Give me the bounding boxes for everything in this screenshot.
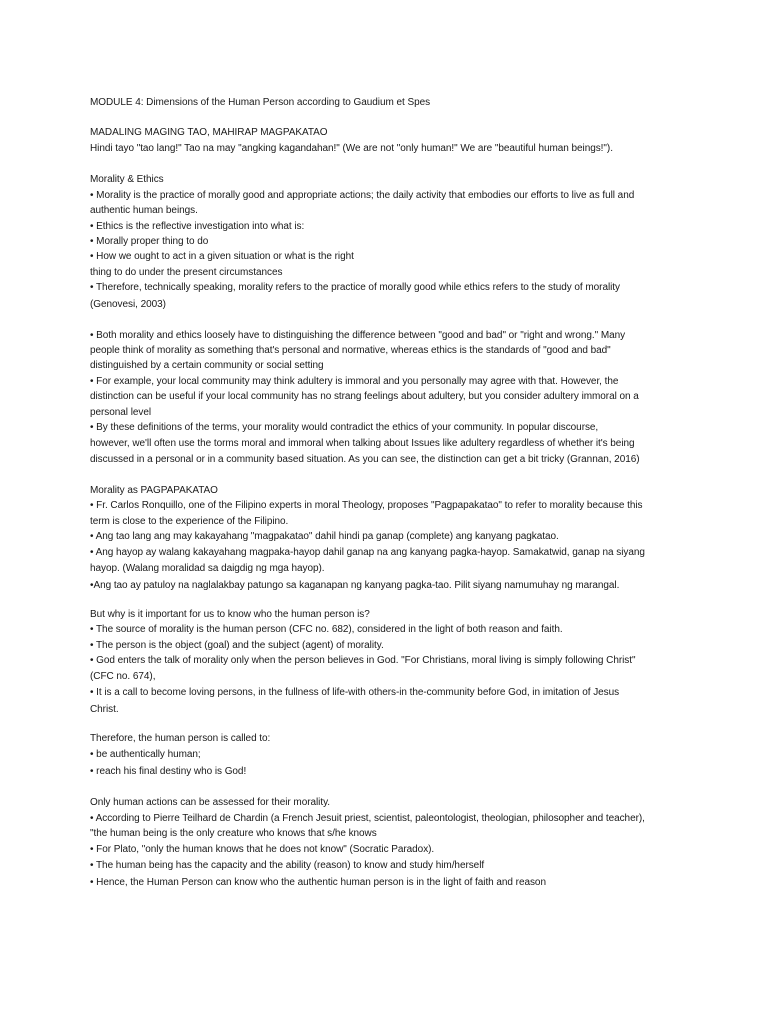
bullet-line: • Ang tao lang ang may kakayahang "magpakatao" dahil hindi pa ganap (complete) ang kanyang pagkatao. bbox=[90, 531, 559, 543]
bullet-line: (Genovesi, 2003) bbox=[90, 298, 166, 310]
bullet-line: however, we'll often use the torms moral and immoral when talking about Issues like adultery regardless of whether it's being bbox=[90, 437, 635, 449]
bullet-line: • The human being has the capacity and the ability (reason) to know and study him/herself bbox=[90, 860, 485, 871]
bullet-line: • By these definitions of the terms, your morality would contradict the ethics of your community. In popular discourse, bbox=[90, 422, 599, 434]
bullet-line: • For example, your local community may think adultery is immoral and you personally may agree with that. However, the bbox=[90, 375, 619, 387]
bullet-line: term is close to the experience of the Filipino. bbox=[90, 515, 289, 527]
bullet-line: personal level bbox=[90, 406, 152, 418]
bullet-line: "the human being is the only creature who knows that s/he knows bbox=[90, 828, 377, 840]
section-called-to bbox=[90, 731, 690, 780]
bullet-line: • How we ought to act in a given situation or what is the right bbox=[90, 251, 354, 263]
section-heading: Morality as PAGPAPAKATAO bbox=[90, 484, 218, 496]
bullet-line: • Ethics is the reflective investigation into what is: bbox=[90, 220, 305, 232]
bullet-line: • Fr. Carlos Ronquillo, one of the Filipino experts in moral Theology, proposes "Pagpapakatao" to refer to morality because this bbox=[90, 500, 643, 512]
bullet-line: • Hence, the Human Person can know who the authentic human person is in the light of faith and reason bbox=[90, 877, 546, 888]
bullet-line: • The source of morality is the human person (CFC no. 682), considered in the light of both reason and faith. bbox=[90, 624, 563, 636]
bullet-line: • God enters the talk of morality only when the person believes in God. "For Christians, moral living is simply following Christ" bbox=[90, 655, 636, 667]
section-heading: Morality & Ethics bbox=[90, 174, 164, 186]
bullet-line: thing to do under the present circumstances bbox=[90, 266, 283, 278]
bullet-line: hayop. (Walang moralidad sa daigdig ng mga hayop). bbox=[90, 562, 325, 574]
bullet-line: • It is a call to become loving persons, in the fullness of life-with others-in the-community before God, in imitation of Jesus bbox=[90, 686, 620, 698]
bullet-line: • The person is the object (goal) and the subject (agent) of morality. bbox=[90, 639, 384, 651]
document-page bbox=[90, 95, 690, 891]
bullet-line: • reach his final destiny who is God! bbox=[90, 766, 247, 778]
section-human-actions bbox=[90, 795, 690, 891]
bullet-line: • For Plato, "only the human knows that he does not know" (Socratic Paradox). bbox=[90, 843, 435, 855]
section-heading: Therefore, the human person is called to: bbox=[90, 732, 271, 744]
section-good-and-bad bbox=[90, 328, 690, 468]
bullet-line: discussed in a personal or in a community based situation. As you can see, the distinction can get a bit tricky (Grannan, 2016) bbox=[90, 453, 640, 465]
bullet-line: distinguished by a certain community or social setting bbox=[90, 360, 324, 372]
bullet-line: •Ang tao ay patuloy na naglalakbay patungo sa kaganapan ng kanyang pagka-tao. Pilit siyang namumuhay ng marangal. bbox=[90, 579, 620, 591]
bullet-line: • Morally proper thing to do bbox=[90, 236, 209, 248]
bullet-line: • Both morality and ethics loosely have to distinguishing the difference between "good and bad" or "right and wrong." Many bbox=[90, 329, 626, 341]
bullet-line: • Morality is the practice of morally good and appropriate actions; the daily activity that embodies our efforts to live as full and bbox=[90, 189, 635, 201]
section-heading: MADALING MAGING TAO, MAHIRAP MAGPAKATAO bbox=[90, 127, 328, 138]
bullet-line: • Ang hayop ay walang kakayahang magpaka-hayop dahil ganap na ang kanyang pagka-hayop. Samakatwid, ganap na siyang bbox=[90, 546, 645, 558]
section-pagpapakatao bbox=[90, 483, 690, 594]
bullet-line: • be authentically human; bbox=[90, 749, 201, 761]
bullet-line: • Therefore, technically speaking, morality refers to the practice of morally good while ethics refers to the study of morality bbox=[90, 282, 620, 294]
bullet-line: Christ. bbox=[90, 703, 119, 715]
bullet-line: distinction can be useful if your local community has no strang feelings about adultery, but you consider adultery immoral on a bbox=[90, 391, 639, 403]
section-morality-ethics bbox=[90, 172, 690, 312]
bullet-line: people think of morality as something that's personal and normative, whereas ethics is the standards of "good and bad" bbox=[90, 345, 611, 357]
document-title: MODULE 4: Dimensions of the Human Person according to Gaudium et Spes bbox=[90, 97, 431, 108]
paragraph-line: Hindi tayo "tao lang!" Tao na may "angking kagandahan!" (We are not "only human!" We are "beautiful human beings!"). bbox=[90, 143, 613, 155]
section-heading: Only human actions can be assessed for their morality. bbox=[90, 797, 331, 809]
section-human-person bbox=[90, 607, 690, 718]
bullet-line: (CFC no. 674), bbox=[90, 670, 156, 682]
bullet-line: authentic human beings. bbox=[90, 205, 198, 217]
bullet-line: • According to Pierre Teilhard de Chardin (a French Jesuit priest, scientist, paleontologist, theologian, philosopher and teacher), bbox=[90, 812, 645, 824]
section-madaling-maging-tao bbox=[90, 125, 690, 157]
section-heading: But why is it important for us to know who the human person is? bbox=[90, 608, 370, 620]
